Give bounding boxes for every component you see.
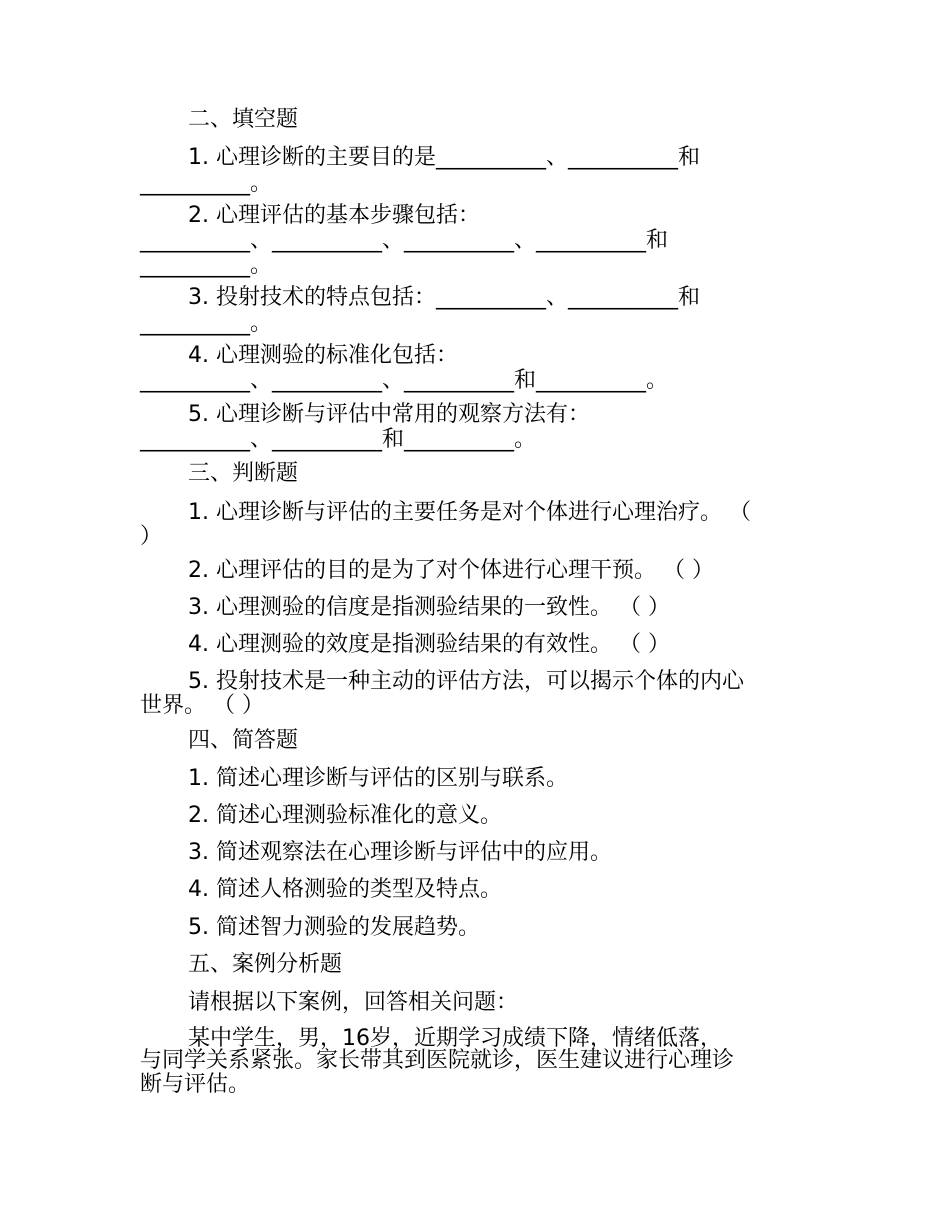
true-false-question-5: 5. 投射技术是一种主动的评估方法，可以揭示个体的内心 [188, 669, 744, 694]
section-heading-short-answer: 四、简答题 [188, 728, 299, 753]
fill-in-question-4: 4. 心理测验的标准化包括： [188, 343, 458, 368]
true-false-question-1-continuation: ） [140, 524, 163, 549]
true-false-question-4: 4. 心理测验的效度是指测验结果的有效性。 （ ） [188, 632, 670, 657]
section-heading-fill-in: 二、填空题 [188, 107, 299, 132]
fill-in-question-2-continuation: __________。 [140, 253, 273, 278]
fill-in-question-2: 2. 心理评估的基本步骤包括： [188, 203, 480, 228]
case-description-line-1: 某中学生，男，16岁，近期学习成绩下降，情绪低落， [188, 1026, 722, 1051]
short-answer-question-5: 5. 简述智力测验的发展趋势。 [188, 915, 480, 940]
fill-in-question-2-blanks: __________、__________、__________、__________和 [140, 228, 669, 253]
fill-in-question-3: 3. 投射技术的特点包括：__________、__________和 [188, 285, 700, 310]
true-false-question-5-continuation: 世界。 （ ） [140, 693, 264, 718]
fill-in-question-3-continuation: __________。 [140, 311, 273, 336]
fill-in-question-4-blanks: __________、__________、__________和__________。 [140, 368, 669, 393]
true-false-question-1: 1. 心理诊断与评估的主要任务是对个体进行心理治疗。 （ [188, 500, 751, 525]
case-analysis-intro: 请根据以下案例，回答相关问题： [188, 990, 519, 1015]
fill-in-question-1-continuation: __________。 [140, 171, 273, 196]
case-description-line-3: 断与评估。 [140, 1072, 251, 1097]
fill-in-question-1: 1. 心理诊断的主要目的是__________、__________和 [188, 145, 700, 170]
short-answer-question-3: 3. 简述观察法在心理诊断与评估中的应用。 [188, 840, 612, 865]
case-description-line-2: 与同学关系紧张。家长带其到医院就诊，医生建议进行心理诊 [140, 1048, 735, 1073]
true-false-question-3: 3. 心理测验的信度是指测验结果的一致性。 （ ） [188, 595, 670, 620]
short-answer-question-1: 1. 简述心理诊断与评估的区别与联系。 [188, 766, 568, 791]
fill-in-question-5-blanks: __________、__________和__________。 [140, 427, 537, 452]
section-heading-true-false: 三、判断题 [188, 461, 299, 486]
short-answer-question-2: 2. 简述心理测验标准化的意义。 [188, 803, 502, 828]
section-heading-case-analysis: 五、案例分析题 [188, 952, 343, 977]
short-answer-question-4: 4. 简述人格测验的类型及特点。 [188, 877, 502, 902]
true-false-question-2: 2. 心理评估的目的是为了对个体进行心理干预。 （ ） [188, 558, 714, 583]
fill-in-question-5: 5. 心理诊断与评估中常用的观察方法有： [188, 402, 590, 427]
